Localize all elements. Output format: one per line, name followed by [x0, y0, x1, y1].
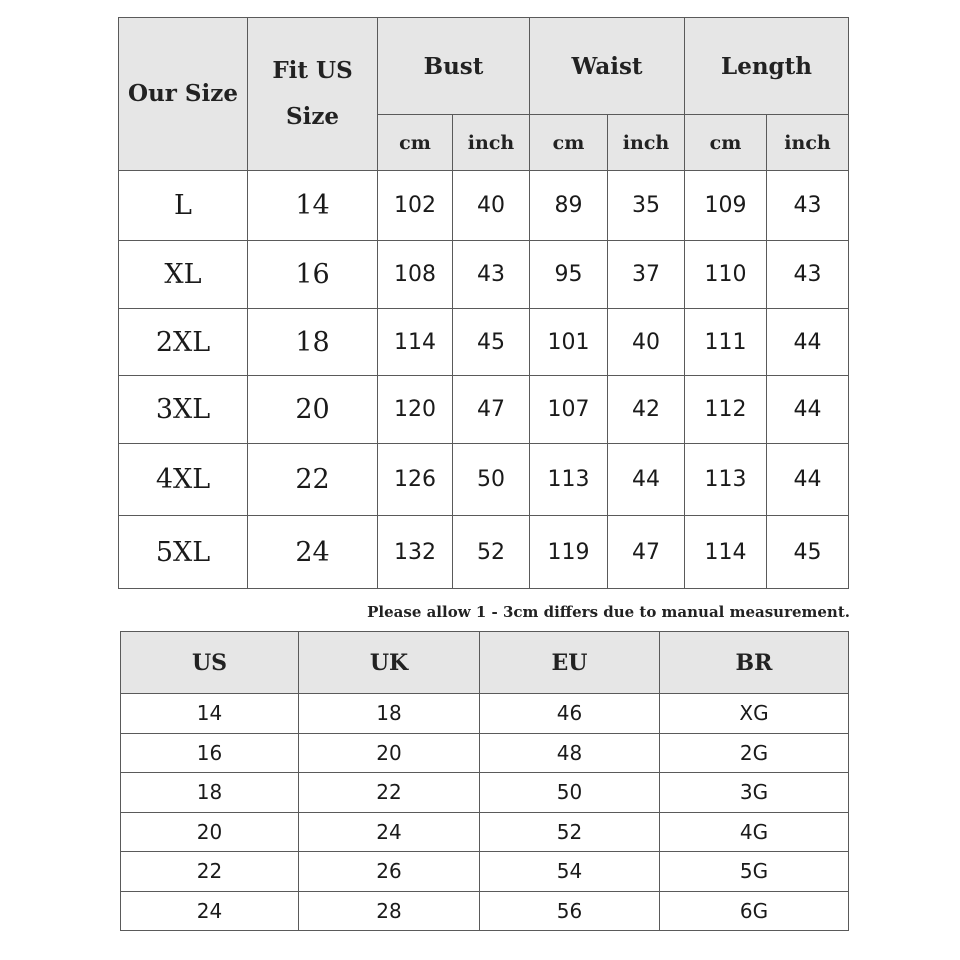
waist-cm-cell: 113 [530, 444, 608, 516]
header-br: BR [660, 632, 849, 694]
length-inch-cell: 44 [767, 309, 849, 376]
br-cell: XG [660, 694, 849, 734]
bust-inch-cell: 47 [453, 376, 530, 444]
size-row [119, 516, 849, 589]
bust-cm-cell: 132 [378, 516, 453, 589]
fit-us-cell: 18 [248, 309, 378, 376]
bust-cm-cell: 102 [378, 171, 453, 241]
us-cell: 14 [121, 694, 299, 734]
our-size-cell: 4XL [119, 444, 248, 516]
length-cm-cell: 114 [685, 516, 767, 589]
header-waist: Waist [530, 18, 685, 115]
unit-length-inch: inch [767, 115, 849, 171]
eu-cell: 54 [480, 852, 660, 892]
fit-us-cell: 20 [248, 376, 378, 444]
size-table-body [119, 171, 849, 589]
our-size-cell: L [119, 171, 248, 241]
bust-inch-cell: 45 [453, 309, 530, 376]
uk-cell: 18 [299, 694, 480, 734]
waist-inch-cell: 37 [608, 241, 685, 309]
our-size-cell: XL [119, 241, 248, 309]
size-row [119, 309, 849, 376]
conversion-header-row [121, 632, 849, 694]
bust-inch-cell: 40 [453, 171, 530, 241]
fit-us-cell: 14 [248, 171, 378, 241]
fit-us-cell: 16 [248, 241, 378, 309]
eu-cell: 50 [480, 773, 660, 813]
br-cell: 6G [660, 891, 849, 931]
header-uk: UK [299, 632, 480, 694]
bust-cm-cell: 120 [378, 376, 453, 444]
eu-cell: 56 [480, 891, 660, 931]
eu-cell: 48 [480, 733, 660, 773]
size-row [119, 241, 849, 309]
conversion-table [120, 631, 849, 931]
fit-us-cell: 22 [248, 444, 378, 516]
us-cell: 18 [121, 773, 299, 813]
waist-inch-cell: 47 [608, 516, 685, 589]
header-fit-size: Size [285, 103, 340, 130]
header-length: Length [685, 18, 849, 115]
our-size-cell: 5XL [119, 516, 248, 589]
conversion-row [121, 773, 849, 813]
our-size-cell: 2XL [119, 309, 248, 376]
br-cell: 3G [660, 773, 849, 813]
uk-cell: 28 [299, 891, 480, 931]
us-cell: 20 [121, 812, 299, 852]
length-inch-cell: 43 [767, 171, 849, 241]
eu-cell: 46 [480, 694, 660, 734]
waist-cm-cell: 119 [530, 516, 608, 589]
bust-inch-cell: 50 [453, 444, 530, 516]
bust-cm-cell: 108 [378, 241, 453, 309]
us-cell: 16 [121, 733, 299, 773]
header-our-size: Our Size [119, 18, 248, 171]
uk-cell: 20 [299, 733, 480, 773]
size-row [119, 444, 849, 516]
uk-cell: 24 [299, 812, 480, 852]
unit-bust-inch: inch [453, 115, 530, 171]
conversion-table-body [121, 694, 849, 931]
header-eu: EU [480, 632, 660, 694]
conversion-row [121, 733, 849, 773]
header-fit-us: Fit US [272, 57, 353, 84]
unit-waist-inch: inch [608, 115, 685, 171]
length-cm-cell: 113 [685, 444, 767, 516]
conversion-row [121, 891, 849, 931]
waist-cm-cell: 107 [530, 376, 608, 444]
length-cm-cell: 109 [685, 171, 767, 241]
length-inch-cell: 43 [767, 241, 849, 309]
bust-inch-cell: 43 [453, 241, 530, 309]
length-inch-cell: 44 [767, 376, 849, 444]
waist-cm-cell: 101 [530, 309, 608, 376]
bust-cm-cell: 126 [378, 444, 453, 516]
length-cm-cell: 111 [685, 309, 767, 376]
header-us: US [121, 632, 299, 694]
size-table-header-row [119, 18, 849, 115]
header-fit-us-size [248, 18, 378, 171]
unit-length-cm: cm [685, 115, 767, 171]
unit-waist-cm: cm [530, 115, 608, 171]
conversion-row [121, 812, 849, 852]
length-cm-cell: 110 [685, 241, 767, 309]
us-cell: 22 [121, 852, 299, 892]
bust-cm-cell: 114 [378, 309, 453, 376]
waist-inch-cell: 35 [608, 171, 685, 241]
length-inch-cell: 44 [767, 444, 849, 516]
eu-cell: 52 [480, 812, 660, 852]
br-cell: 4G [660, 812, 849, 852]
us-cell: 24 [121, 891, 299, 931]
size-row [119, 376, 849, 444]
size-table [118, 17, 849, 589]
header-bust: Bust [378, 18, 530, 115]
br-cell: 5G [660, 852, 849, 892]
length-cm-cell: 112 [685, 376, 767, 444]
conversion-row [121, 694, 849, 734]
size-row [119, 171, 849, 241]
waist-inch-cell: 42 [608, 376, 685, 444]
waist-inch-cell: 44 [608, 444, 685, 516]
unit-bust-cm: cm [378, 115, 453, 171]
length-inch-cell: 45 [767, 516, 849, 589]
conversion-row [121, 852, 849, 892]
waist-cm-cell: 95 [530, 241, 608, 309]
br-cell: 2G [660, 733, 849, 773]
our-size-cell: 3XL [119, 376, 248, 444]
measurement-note: Please allow 1 - 3cm differs due to manual measurement. [367, 603, 850, 621]
bust-inch-cell: 52 [453, 516, 530, 589]
uk-cell: 22 [299, 773, 480, 813]
uk-cell: 26 [299, 852, 480, 892]
waist-inch-cell: 40 [608, 309, 685, 376]
waist-cm-cell: 89 [530, 171, 608, 241]
fit-us-cell: 24 [248, 516, 378, 589]
